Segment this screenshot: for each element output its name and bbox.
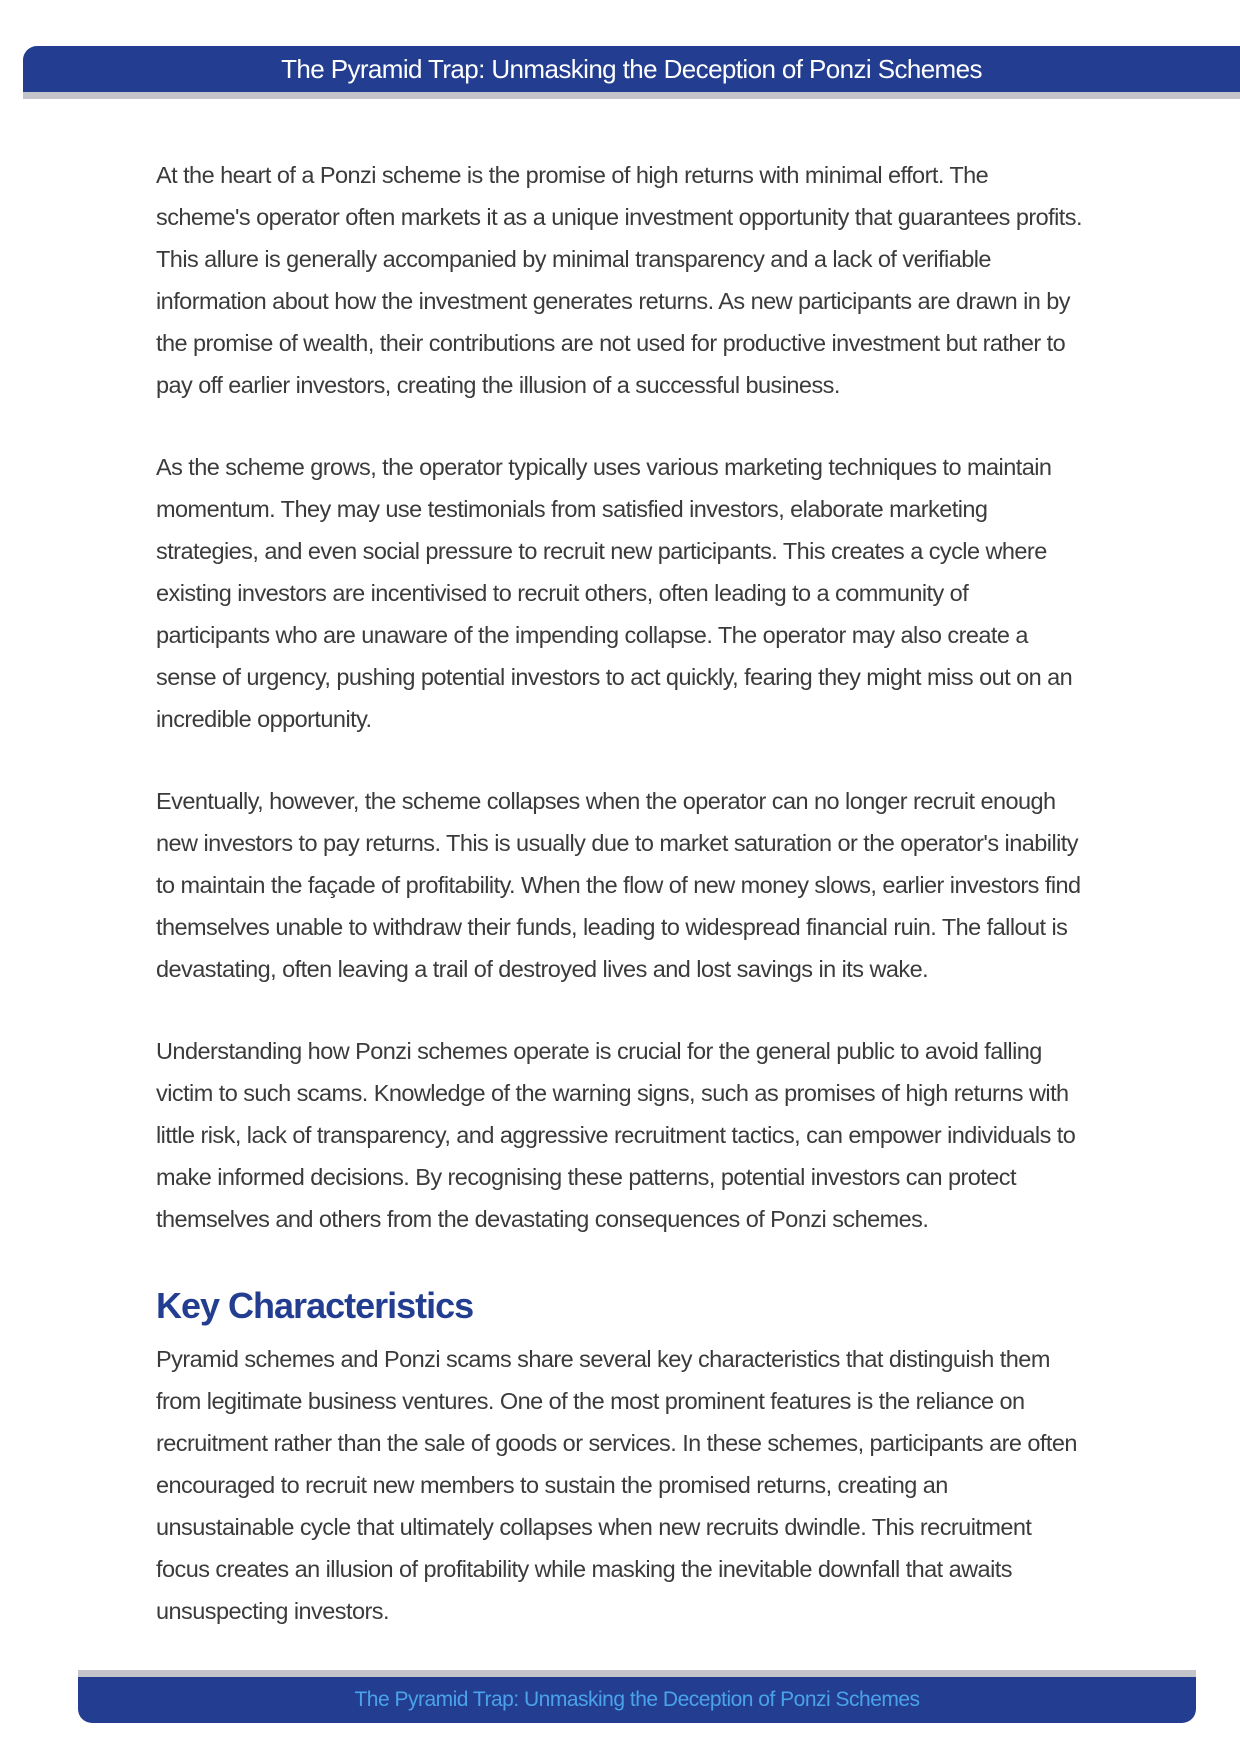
header-title: The Pyramid Trap: Unmasking the Deception of Ponzi Schemes <box>281 54 982 84</box>
main-content <box>156 154 1086 1672</box>
section-heading: Key Characteristics <box>156 1285 474 1326</box>
footer-title: The Pyramid Trap: Unmasking the Deception of Ponzi Schemes <box>354 1688 920 1711</box>
body-paragraph-1: At the heart of a Ponzi scheme is the promise of high returns with minimal effort. The scheme's operator often markets it as a unique investment opportunity that guarantees profits. This allure is generally accompanied by minimal transparency and a lack of verifiable information about how the investment generates returns. As new participants are drawn in by the promise of wealth, their contributions are not used for productive investment but rather to pay off earlier investors, creating the illusion of a successful business. <box>156 162 1082 398</box>
body-paragraph-4: Understanding how Ponzi schemes operate is crucial for the general public to avoid falling victim to such scams. Knowledge of the warning signs, such as promises of high returns with little risk, lack of transparency, and aggressive recruitment tactics, can empower individuals to make informed decisions. By recognising these patterns, potential investors can protect themselves and others from the devastating consequences of Ponzi schemes. <box>156 1038 1076 1232</box>
body-paragraph-2: As the scheme grows, the operator typically uses various marketing techniques to maintain momentum. They may use testimonials from satisfied investors, elaborate marketing strategies, and even social pressure to recruit new participants. This creates a cycle where existing investors are incentivised to recruit others, often leading to a community of participants who are unaware of the impending collapse. The operator may also create a sense of urgency, pushing potential investors to act quickly, fearing they might miss out on an incredible opportunity. <box>156 454 1073 732</box>
section-paragraph: Pyramid schemes and Ponzi scams share several key characteristics that distinguish them from legitimate business ventures. One of the most prominent features is the reliance on recruitment rather than the sale of goods or services. In these schemes, participants are often encouraged to recruit new members to sustain the promised returns, creating an unsustainable cycle that ultimately collapses when new recruits dwindle. This recruitment focus creates an illusion of profitability while masking the inevitable downfall that awaits unsuspecting investors. <box>156 1346 1077 1624</box>
body-paragraph-3: Eventually, however, the scheme collapses when the operator can no longer recruit enough new investors to pay returns. This is usually due to market saturation or the operator's inability to maintain the façade of profitability. When the flow of new money slows, earlier investors find themselves unable to withdraw their funds, leading to widespread financial ruin. The fallout is devastating, often leaving a trail of destroyed lives and lost savings in its wake. <box>156 788 1081 982</box>
page-footer <box>78 1670 1196 1723</box>
page-header <box>23 46 1240 99</box>
